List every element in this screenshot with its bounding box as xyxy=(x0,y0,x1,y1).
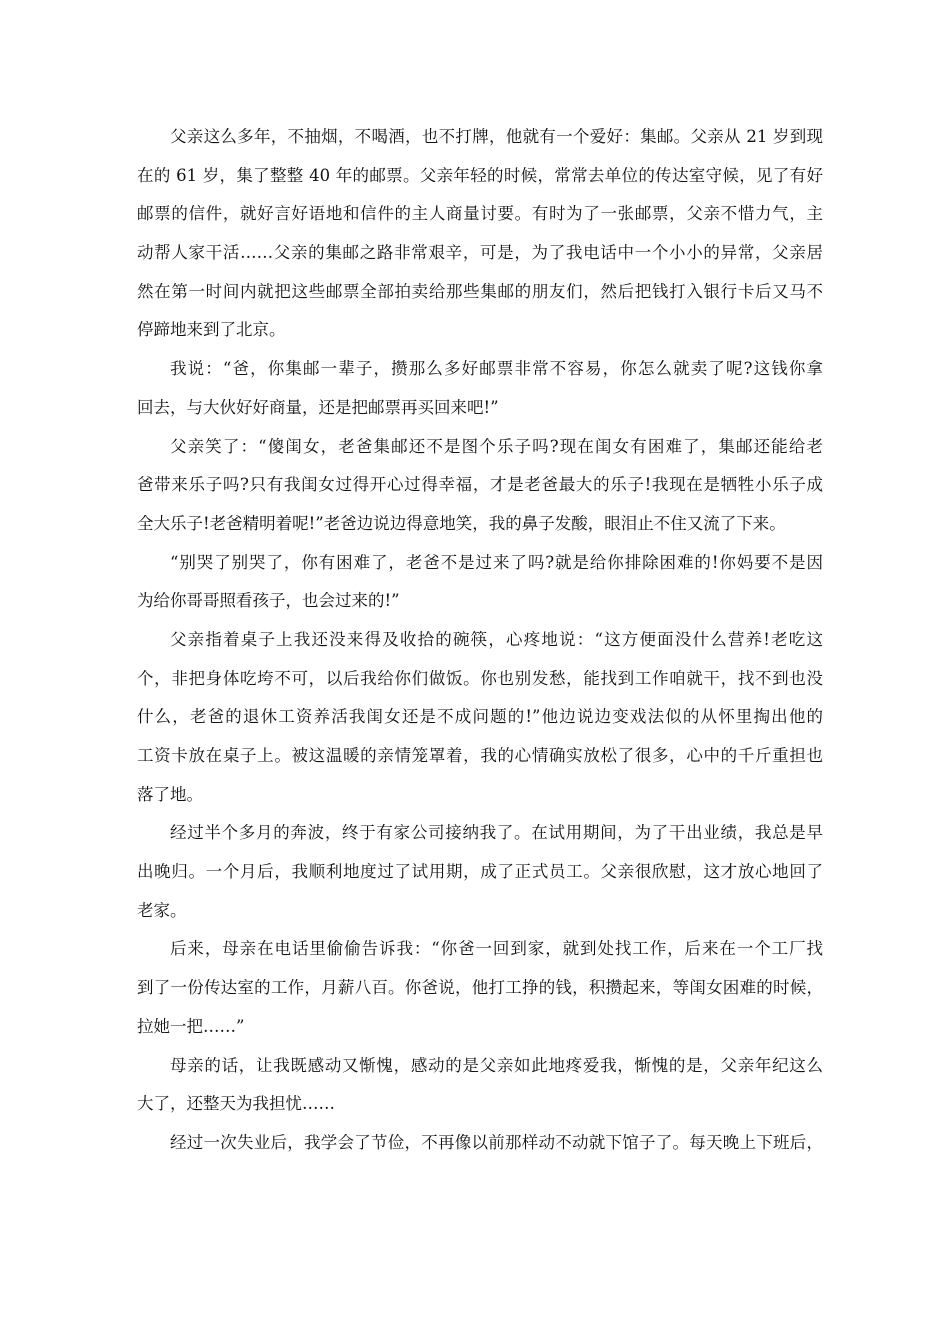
text-line: “别哭了别哭了，你有困难了，老爸不是过来了吗?就是给你排除困难的!你妈要不是因 xyxy=(170,552,823,572)
text-line: 什么，老爸的退休工资养活我闺女还是不成问题的!”他边说边变戏法似的从怀里掏出他的 xyxy=(137,707,823,727)
text-line: 落了地。 xyxy=(137,784,203,804)
text-line: 经过一次失业后，我学会了节俭，不再像以前那样动不动就下馆子了。每天晚上下班后， xyxy=(170,1132,823,1152)
text-line: 经过半个多月的奔波，终于有家公司接纳我了。在试用期间，为了干出业绩，我总是早 xyxy=(170,823,823,843)
text-line: 父亲笑了：“傻闺女，老爸集邮还不是图个乐子吗?现在闺女有困难了，集邮还能给老 xyxy=(170,436,823,456)
text-line: 回去，与大伙好好商量，还是把邮票再买回来吧!” xyxy=(137,397,499,417)
text-line: 然在第一时间内就把这些邮票全部拍卖给那些集邮的朋友们，然后把钱打入银行卡后又马不 xyxy=(137,281,823,301)
text-line: 个，非把身体吃垮不可，以后我给你们做饭。你也别发愁，能找到工作咱就干，找不到也没 xyxy=(137,668,823,688)
text-line: 爸带来乐子吗?只有我闺女过得开心过得幸福，才是老爸最大的乐子!我现在是牺牲小乐子成 xyxy=(137,475,823,495)
text-line: 老家。 xyxy=(137,900,187,920)
text-line: 拉她一把……” xyxy=(137,1016,245,1036)
text-line: 到了一份传达室的工作，月薪八百。你爸说，他打工挣的钱，积攒起来，等闺女困难的时候， xyxy=(137,978,823,998)
text-line: 停蹄地来到了北京。 xyxy=(137,320,286,340)
text-line: 我说：“爸，你集邮一辈子，攒那么多好邮票非常不容易，你怎么就卖了呢?这钱你拿 xyxy=(170,359,823,379)
text-line: 在的 61 岁，集了整整 40 年的邮票。父亲年轻的时候，常常去单位的传达室守候，见了有好 xyxy=(137,165,823,185)
text-line: 全大乐子!老爸精明着呢!”老爸边说边得意地笑，我的鼻子发酸，眼泪止不住又流了下来。 xyxy=(137,513,786,533)
article-body xyxy=(137,118,823,1163)
text-line: 父亲这么多年，不抽烟，不喝酒，也不打牌，他就有一个爱好：集邮。父亲从 21 岁到现 xyxy=(170,127,823,146)
text-line: 大了，还整天为我担忧…… xyxy=(137,1094,335,1114)
text-line: 为给你哥哥照看孩子，也会过来的!” xyxy=(137,591,400,611)
text-line: 出晚归。一个月后，我顺利地度过了试用期，成了正式员工。父亲很欣慰，这才放心地回了 xyxy=(137,862,823,882)
text-line: 工资卡放在桌子上。被这温暖的亲情笼罩着，我的心情确实放松了很多，心中的千斤重担也 xyxy=(137,746,823,765)
text-line: 后来，母亲在电话里偷偷告诉我：“你爸一回到家，就到处找工作，后来在一个工厂找 xyxy=(170,939,823,959)
text-line: 父亲指着桌子上我还没来得及收拾的碗筷，心疼地说：“这方便面没什么营养!老吃这 xyxy=(170,629,823,649)
text-line: 邮票的信件，就好言好语地和信件的主人商量讨要。有时为了一张邮票，父亲不惜力气，主 xyxy=(137,204,823,224)
text-line: 动帮人家干活……父亲的集邮之路非常艰辛，可是，为了我电话中一个小小的异常，父亲居 xyxy=(137,243,823,263)
text-line: 母亲的话，让我既感动又惭愧，感动的是父亲如此地疼爱我，惭愧的是，父亲年纪这么 xyxy=(170,1055,823,1075)
